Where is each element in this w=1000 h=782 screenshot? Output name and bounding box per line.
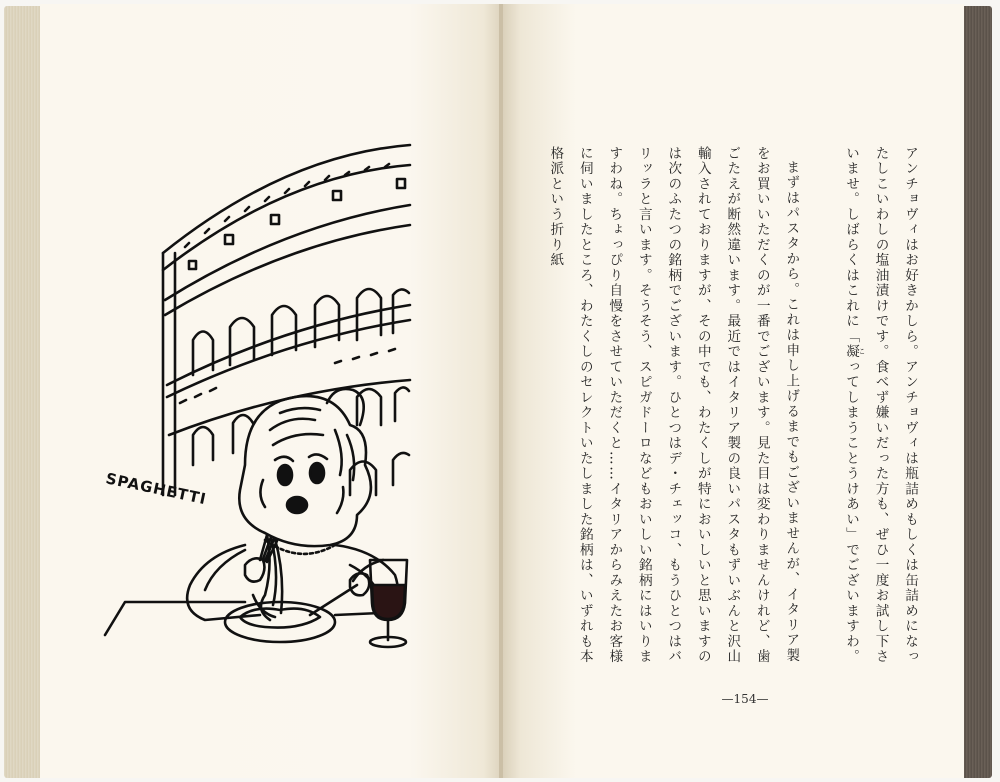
ruby-reading: こ xyxy=(858,344,866,360)
illustration-drawing xyxy=(95,135,435,665)
left-page-edges xyxy=(4,6,42,778)
page-body-text xyxy=(547,146,924,666)
colosseum-top-arc xyxy=(163,145,410,253)
book-gutter xyxy=(499,4,503,778)
ruby-annotation: 凝 こ xyxy=(843,344,866,360)
spaghetti-illustration xyxy=(95,135,435,665)
paragraph-2: まずはパスタから。これは申し上げるまでもございませんが、イタリア製をお買いいただくのが一番でございます。見た目は変わりませんけれど、歯ごたえが断然違います。最近ではイタリア製の良いパスタもずいぶんと沢山輸入されておりますが、その中でも、わたくしが特においしいと思いますのは次のふたつの銘柄でございます。ひとつはデ・チェッコ、もうひとつはバリッラと言います。そうそう、スピガドーロなどもおいしい銘柄にはいりますわね。ちょっぴり自慢をさせていただくと……イタリアからみえたお客様に伺いましたところ、わたくしのセレクトいたしました銘柄は、いずれも本格派という折り紙 xyxy=(547,146,800,665)
right-page-edges xyxy=(962,6,992,778)
page-number: —154— xyxy=(721,692,769,706)
spaghetti-label: SPAGHETTI xyxy=(104,469,209,509)
paragraph-1: アンチョヴィはお好きかしら。アンチョヴィは瓶詰めもしくは缶詰めになったしこいわしの塩油漬けです。食べず嫌いだった方も、ぜひ一度お試し下さいませ。しばらくはこれに「凝 こってしまうことうけあい」でございますわ。 xyxy=(843,146,918,665)
